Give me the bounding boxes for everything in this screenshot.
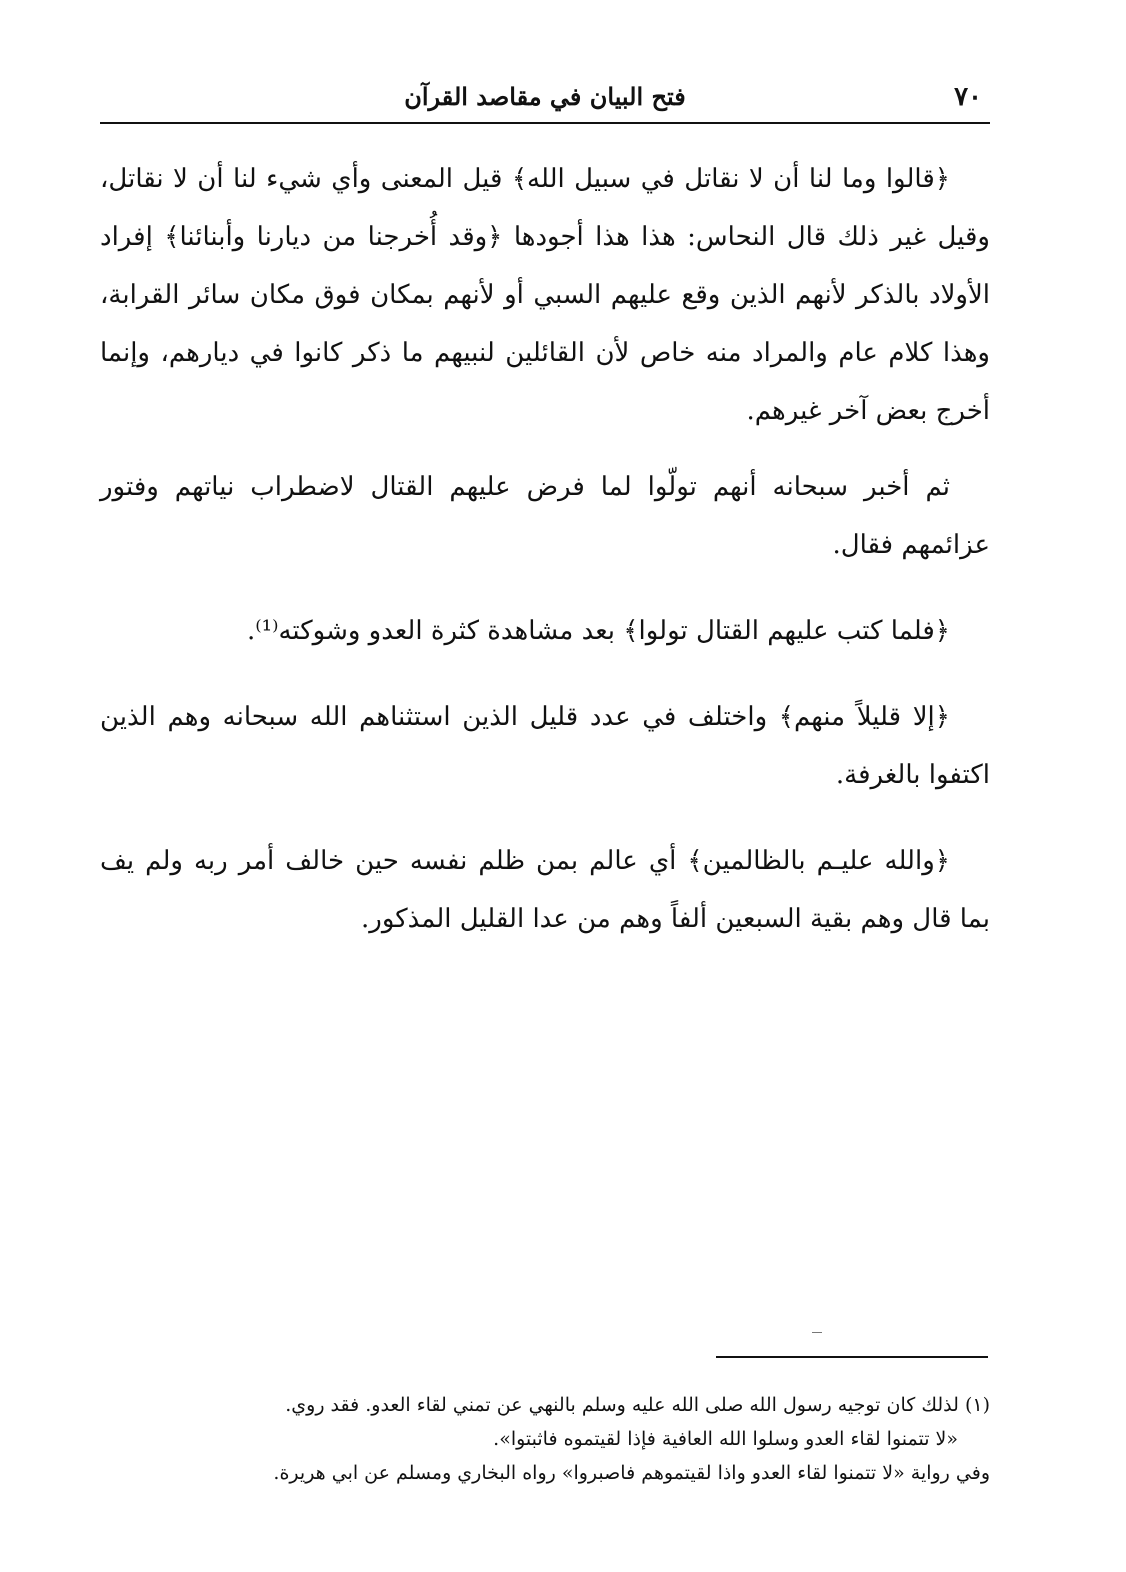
body-text [100,150,990,948]
paragraph: ﴿والله عليـم بالظالمين﴾ أي عالم بمن ظلم نفسه حين خالف أمر ربه ولم يف بما قال وهم بقية السبعين ألفاً وهم من عدا القليل المذكور. [100,846,990,934]
running-title: فتح البيان في مقاصد القرآن [404,82,686,111]
paragraph: ﴿قالوا وما لنا أن لا نقاتل في سبيل الله﴾ قيل المعنى وأي شيء لنا أن لا نقاتل، وقيل غير ذلك قال النحاس: هذا هذا أجودها ﴿وقد أُخرجنا من ديارنا وأبنائنا﴾ إفراد الأولاد بالذكر لأنهم الذين وقع عليهم السبي أو لأنهم بمكان فوق مكان سائر القرابة، وهذا كلام عام والمراد منه خاص لأن القائلين لنبيهم ما ذكر كانوا في ديارهم، وإنما أخرج بعض آخر غيرهم. [100,164,991,426]
page-number: ٧٠ [954,82,982,112]
footnote-rule [716,1356,988,1358]
divider-mark [812,1332,822,1333]
page-header [100,78,990,118]
paragraph: ﴿فلما كتب عليهم القتال تولوا﴾ بعد مشاهدة كثرة العدو وشوكته⁽¹⁾. [247,616,950,646]
footnotes [100,1388,990,1490]
footnote-line: (١) لذلك كان توجيه رسول الله صلى الله عليه وسلم بالنهي عن تمني لقاء العدو. فقد روي. [285,1394,990,1416]
header-rule [100,122,990,124]
footnote-line: وفي رواية «لا تتمنوا لقاء العدو واذا لقيتموهم فاصبروا» رواه البخاري ومسلم عن ابي هريرة. [273,1462,990,1484]
paragraph: ثم أخبر سبحانه أنهم تولّوا لما فرض عليهم القتال لاضطراب نياتهم وفتور عزائمهم فقال. [100,472,990,560]
paragraph: ﴿إلا قليلاً منهم﴾ واختلف في عدد قليل الذين استثناهم الله سبحانه وهم الذين اكتفوا بالغرفة. [100,702,990,790]
footnote-line: «لا تتمنوا لقاء العدو وسلوا الله العافية فإذا لقيتموه فاثبتوا». [493,1428,958,1450]
